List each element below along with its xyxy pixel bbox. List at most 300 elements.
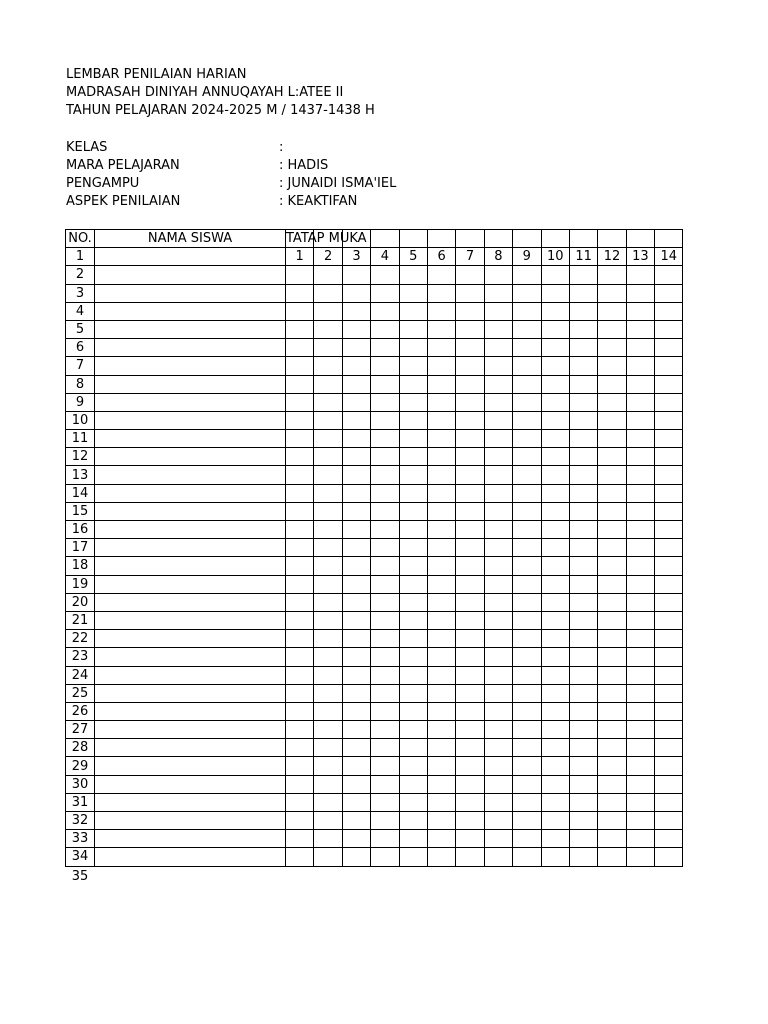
score-cell[interactable] (655, 721, 683, 739)
score-cell[interactable] (513, 284, 541, 302)
score-cell[interactable] (314, 466, 342, 484)
score-cell[interactable] (569, 339, 597, 357)
score-cell[interactable] (371, 702, 399, 720)
score-cell[interactable] (513, 357, 541, 375)
score-cell[interactable] (513, 539, 541, 557)
score-cell[interactable] (569, 666, 597, 684)
score-cell[interactable] (513, 848, 541, 866)
score-cell[interactable] (314, 521, 342, 539)
score-cell[interactable] (484, 702, 512, 720)
score-cell[interactable] (456, 284, 484, 302)
score-cell[interactable] (598, 684, 626, 702)
score-cell[interactable] (484, 721, 512, 739)
score-cell[interactable] (342, 375, 370, 393)
score-cell[interactable] (626, 284, 654, 302)
score-cell[interactable] (456, 702, 484, 720)
score-cell[interactable] (286, 266, 314, 284)
score-cell[interactable] (342, 775, 370, 793)
score-cell[interactable] (541, 484, 569, 502)
score-cell[interactable] (484, 793, 512, 811)
score-cell[interactable] (541, 302, 569, 320)
score-cell[interactable] (598, 757, 626, 775)
score-cell[interactable] (569, 302, 597, 320)
score-cell[interactable] (655, 357, 683, 375)
score-cell[interactable] (314, 648, 342, 666)
score-cell[interactable] (371, 266, 399, 284)
score-cell[interactable] (569, 812, 597, 830)
score-cell[interactable] (286, 611, 314, 629)
score-cell[interactable] (626, 812, 654, 830)
score-cell[interactable] (399, 448, 427, 466)
score-cell[interactable] (513, 666, 541, 684)
score-cell[interactable] (314, 848, 342, 866)
score-cell[interactable] (626, 848, 654, 866)
student-name-cell[interactable] (95, 339, 286, 357)
score-cell[interactable] (399, 648, 427, 666)
score-cell[interactable] (598, 848, 626, 866)
score-cell[interactable] (314, 611, 342, 629)
score-cell[interactable] (286, 830, 314, 848)
score-cell[interactable] (456, 357, 484, 375)
score-cell[interactable] (569, 739, 597, 757)
score-cell[interactable] (399, 521, 427, 539)
score-cell[interactable] (286, 302, 314, 320)
score-cell[interactable] (371, 739, 399, 757)
score-cell[interactable] (569, 466, 597, 484)
score-cell[interactable] (541, 830, 569, 848)
score-cell[interactable] (513, 648, 541, 666)
score-cell[interactable] (655, 320, 683, 338)
score-cell[interactable] (399, 357, 427, 375)
score-cell[interactable] (484, 611, 512, 629)
score-cell[interactable] (427, 557, 455, 575)
score-cell[interactable] (456, 666, 484, 684)
score-cell[interactable] (314, 375, 342, 393)
score-cell[interactable] (456, 848, 484, 866)
score-cell[interactable] (286, 630, 314, 648)
score-cell[interactable] (626, 611, 654, 629)
score-cell[interactable] (342, 484, 370, 502)
score-cell[interactable] (655, 375, 683, 393)
score-cell[interactable] (598, 320, 626, 338)
score-cell[interactable] (655, 448, 683, 466)
score-cell[interactable] (286, 666, 314, 684)
score-cell[interactable] (342, 266, 370, 284)
score-cell[interactable] (314, 302, 342, 320)
score-cell[interactable] (655, 557, 683, 575)
score-cell[interactable] (286, 357, 314, 375)
score-cell[interactable] (399, 757, 427, 775)
score-cell[interactable] (569, 648, 597, 666)
score-cell[interactable] (484, 357, 512, 375)
score-cell[interactable] (626, 593, 654, 611)
score-cell[interactable] (513, 830, 541, 848)
score-cell[interactable] (371, 830, 399, 848)
score-cell[interactable] (598, 575, 626, 593)
score-cell[interactable] (541, 611, 569, 629)
score-cell[interactable] (286, 502, 314, 520)
score-cell[interactable] (456, 812, 484, 830)
score-cell[interactable] (427, 648, 455, 666)
score-cell[interactable] (598, 339, 626, 357)
score-cell[interactable] (484, 284, 512, 302)
score-cell[interactable] (399, 557, 427, 575)
score-cell[interactable] (598, 721, 626, 739)
score-cell[interactable] (655, 812, 683, 830)
score-cell[interactable] (569, 611, 597, 629)
student-name-cell[interactable] (95, 666, 286, 684)
score-cell[interactable] (541, 757, 569, 775)
score-cell[interactable] (655, 393, 683, 411)
score-cell[interactable] (598, 521, 626, 539)
score-cell[interactable] (541, 775, 569, 793)
student-name-cell[interactable] (95, 721, 286, 739)
score-cell[interactable] (314, 684, 342, 702)
score-cell[interactable] (484, 484, 512, 502)
student-name-cell[interactable] (95, 357, 286, 375)
score-cell[interactable] (371, 684, 399, 702)
score-cell[interactable] (484, 593, 512, 611)
score-cell[interactable] (598, 266, 626, 284)
score-cell[interactable] (399, 539, 427, 557)
score-cell[interactable] (626, 557, 654, 575)
score-cell[interactable] (399, 466, 427, 484)
score-cell[interactable] (626, 539, 654, 557)
student-name-cell[interactable] (95, 611, 286, 629)
score-cell[interactable] (456, 521, 484, 539)
score-cell[interactable] (286, 539, 314, 557)
score-cell[interactable] (598, 484, 626, 502)
score-cell[interactable] (456, 721, 484, 739)
score-cell[interactable] (427, 848, 455, 866)
score-cell[interactable] (371, 393, 399, 411)
score-cell[interactable] (342, 430, 370, 448)
score-cell[interactable] (427, 375, 455, 393)
score-cell[interactable] (655, 484, 683, 502)
score-cell[interactable] (655, 430, 683, 448)
score-cell[interactable] (371, 539, 399, 557)
score-cell[interactable] (456, 375, 484, 393)
score-cell[interactable] (314, 393, 342, 411)
score-cell[interactable] (427, 830, 455, 848)
score-cell[interactable] (456, 830, 484, 848)
score-cell[interactable] (655, 575, 683, 593)
score-cell[interactable] (598, 812, 626, 830)
score-cell[interactable] (626, 684, 654, 702)
score-cell[interactable] (569, 375, 597, 393)
score-cell[interactable] (456, 648, 484, 666)
score-cell[interactable] (399, 375, 427, 393)
score-cell[interactable] (399, 702, 427, 720)
student-name-cell[interactable] (95, 630, 286, 648)
score-cell[interactable] (513, 302, 541, 320)
score-cell[interactable] (655, 684, 683, 702)
score-cell[interactable] (456, 339, 484, 357)
score-cell[interactable] (569, 793, 597, 811)
score-cell[interactable] (371, 521, 399, 539)
score-cell[interactable] (569, 757, 597, 775)
score-cell[interactable] (655, 630, 683, 648)
score-cell[interactable] (399, 812, 427, 830)
score-cell[interactable] (286, 593, 314, 611)
student-name-cell[interactable] (95, 248, 286, 266)
score-cell[interactable] (427, 466, 455, 484)
score-cell[interactable] (314, 630, 342, 648)
score-cell[interactable] (569, 721, 597, 739)
score-cell[interactable] (569, 521, 597, 539)
score-cell[interactable] (541, 666, 569, 684)
score-cell[interactable] (626, 411, 654, 429)
score-cell[interactable] (314, 539, 342, 557)
score-cell[interactable] (342, 302, 370, 320)
score-cell[interactable] (342, 284, 370, 302)
student-name-cell[interactable] (95, 502, 286, 520)
score-cell[interactable] (513, 448, 541, 466)
score-cell[interactable] (342, 521, 370, 539)
score-cell[interactable] (286, 430, 314, 448)
score-cell[interactable] (286, 521, 314, 539)
score-cell[interactable] (456, 302, 484, 320)
score-cell[interactable] (342, 611, 370, 629)
score-cell[interactable] (456, 393, 484, 411)
score-cell[interactable] (286, 648, 314, 666)
score-cell[interactable] (427, 448, 455, 466)
score-cell[interactable] (541, 411, 569, 429)
score-cell[interactable] (598, 830, 626, 848)
score-cell[interactable] (598, 775, 626, 793)
score-cell[interactable] (456, 557, 484, 575)
score-cell[interactable] (399, 393, 427, 411)
score-cell[interactable] (598, 375, 626, 393)
score-cell[interactable] (399, 339, 427, 357)
score-cell[interactable] (513, 411, 541, 429)
score-cell[interactable] (626, 648, 654, 666)
score-cell[interactable] (399, 430, 427, 448)
score-cell[interactable] (484, 466, 512, 484)
score-cell[interactable] (427, 430, 455, 448)
score-cell[interactable] (371, 557, 399, 575)
score-cell[interactable] (569, 630, 597, 648)
score-cell[interactable] (456, 266, 484, 284)
score-cell[interactable] (626, 721, 654, 739)
score-cell[interactable] (456, 411, 484, 429)
student-name-cell[interactable] (95, 812, 286, 830)
score-cell[interactable] (342, 630, 370, 648)
score-cell[interactable] (427, 812, 455, 830)
score-cell[interactable] (484, 375, 512, 393)
score-cell[interactable] (371, 466, 399, 484)
score-cell[interactable] (626, 830, 654, 848)
score-cell[interactable] (314, 721, 342, 739)
score-cell[interactable] (541, 557, 569, 575)
score-cell[interactable] (399, 848, 427, 866)
score-cell[interactable] (427, 684, 455, 702)
score-cell[interactable] (371, 302, 399, 320)
score-cell[interactable] (399, 266, 427, 284)
score-cell[interactable] (342, 848, 370, 866)
score-cell[interactable] (314, 575, 342, 593)
score-cell[interactable] (342, 684, 370, 702)
score-cell[interactable] (399, 666, 427, 684)
score-cell[interactable] (342, 793, 370, 811)
score-cell[interactable] (371, 411, 399, 429)
score-cell[interactable] (314, 557, 342, 575)
student-name-cell[interactable] (95, 793, 286, 811)
score-cell[interactable] (342, 393, 370, 411)
score-cell[interactable] (484, 575, 512, 593)
student-name-cell[interactable] (95, 302, 286, 320)
score-cell[interactable] (342, 357, 370, 375)
score-cell[interactable] (541, 702, 569, 720)
score-cell[interactable] (626, 630, 654, 648)
score-cell[interactable] (484, 521, 512, 539)
score-cell[interactable] (513, 684, 541, 702)
score-cell[interactable] (427, 393, 455, 411)
score-cell[interactable] (484, 430, 512, 448)
score-cell[interactable] (342, 721, 370, 739)
score-cell[interactable] (598, 284, 626, 302)
score-cell[interactable] (513, 430, 541, 448)
score-cell[interactable] (456, 684, 484, 702)
score-cell[interactable] (286, 702, 314, 720)
score-cell[interactable] (598, 648, 626, 666)
score-cell[interactable] (541, 812, 569, 830)
score-cell[interactable] (342, 502, 370, 520)
student-name-cell[interactable] (95, 430, 286, 448)
score-cell[interactable] (655, 775, 683, 793)
score-cell[interactable] (513, 593, 541, 611)
score-cell[interactable] (626, 775, 654, 793)
score-cell[interactable] (513, 757, 541, 775)
score-cell[interactable] (342, 575, 370, 593)
score-cell[interactable] (541, 593, 569, 611)
score-cell[interactable] (655, 830, 683, 848)
score-cell[interactable] (626, 339, 654, 357)
score-cell[interactable] (484, 684, 512, 702)
score-cell[interactable] (342, 739, 370, 757)
score-cell[interactable] (655, 539, 683, 557)
score-cell[interactable] (513, 739, 541, 757)
score-cell[interactable] (541, 739, 569, 757)
score-cell[interactable] (427, 793, 455, 811)
score-cell[interactable] (427, 702, 455, 720)
score-cell[interactable] (314, 793, 342, 811)
score-cell[interactable] (371, 630, 399, 648)
score-cell[interactable] (371, 284, 399, 302)
score-cell[interactable] (456, 575, 484, 593)
score-cell[interactable] (399, 739, 427, 757)
score-cell[interactable] (484, 411, 512, 429)
student-name-cell[interactable] (95, 284, 286, 302)
score-cell[interactable] (513, 484, 541, 502)
score-cell[interactable] (541, 357, 569, 375)
score-cell[interactable] (399, 484, 427, 502)
score-cell[interactable] (314, 666, 342, 684)
score-cell[interactable] (399, 502, 427, 520)
score-cell[interactable] (484, 320, 512, 338)
score-cell[interactable] (456, 448, 484, 466)
score-cell[interactable] (286, 320, 314, 338)
score-cell[interactable] (427, 339, 455, 357)
score-cell[interactable] (655, 757, 683, 775)
score-cell[interactable] (286, 775, 314, 793)
score-cell[interactable] (513, 611, 541, 629)
score-cell[interactable] (286, 484, 314, 502)
score-cell[interactable] (598, 411, 626, 429)
score-cell[interactable] (342, 557, 370, 575)
score-cell[interactable] (427, 320, 455, 338)
score-cell[interactable] (456, 739, 484, 757)
score-cell[interactable] (456, 630, 484, 648)
score-cell[interactable] (286, 812, 314, 830)
score-cell[interactable] (399, 793, 427, 811)
score-cell[interactable] (655, 466, 683, 484)
score-cell[interactable] (626, 375, 654, 393)
score-cell[interactable] (598, 593, 626, 611)
score-cell[interactable] (655, 284, 683, 302)
score-cell[interactable] (655, 411, 683, 429)
score-cell[interactable] (541, 575, 569, 593)
score-cell[interactable] (456, 593, 484, 611)
score-cell[interactable] (569, 684, 597, 702)
score-cell[interactable] (626, 521, 654, 539)
score-cell[interactable] (513, 630, 541, 648)
score-cell[interactable] (484, 630, 512, 648)
score-cell[interactable] (484, 775, 512, 793)
score-cell[interactable] (399, 320, 427, 338)
score-cell[interactable] (484, 812, 512, 830)
score-cell[interactable] (655, 702, 683, 720)
score-cell[interactable] (655, 793, 683, 811)
score-cell[interactable] (427, 484, 455, 502)
score-cell[interactable] (513, 339, 541, 357)
score-cell[interactable] (626, 266, 654, 284)
score-cell[interactable] (513, 793, 541, 811)
score-cell[interactable] (314, 593, 342, 611)
score-cell[interactable] (286, 448, 314, 466)
student-name-cell[interactable] (95, 848, 286, 866)
score-cell[interactable] (569, 539, 597, 557)
score-cell[interactable] (655, 739, 683, 757)
score-cell[interactable] (569, 448, 597, 466)
score-cell[interactable] (541, 502, 569, 520)
score-cell[interactable] (626, 466, 654, 484)
score-cell[interactable] (371, 721, 399, 739)
score-cell[interactable] (484, 848, 512, 866)
score-cell[interactable] (371, 575, 399, 593)
score-cell[interactable] (342, 320, 370, 338)
score-cell[interactable] (626, 575, 654, 593)
score-cell[interactable] (286, 739, 314, 757)
score-cell[interactable] (484, 393, 512, 411)
score-cell[interactable] (399, 830, 427, 848)
score-cell[interactable] (541, 320, 569, 338)
score-cell[interactable] (427, 357, 455, 375)
score-cell[interactable] (541, 684, 569, 702)
score-cell[interactable] (513, 266, 541, 284)
score-cell[interactable] (541, 339, 569, 357)
score-cell[interactable] (286, 684, 314, 702)
score-cell[interactable] (598, 539, 626, 557)
score-cell[interactable] (399, 575, 427, 593)
score-cell[interactable] (427, 593, 455, 611)
student-name-cell[interactable] (95, 684, 286, 702)
student-name-cell[interactable] (95, 648, 286, 666)
score-cell[interactable] (513, 375, 541, 393)
score-cell[interactable] (427, 775, 455, 793)
score-cell[interactable] (569, 593, 597, 611)
score-cell[interactable] (427, 411, 455, 429)
